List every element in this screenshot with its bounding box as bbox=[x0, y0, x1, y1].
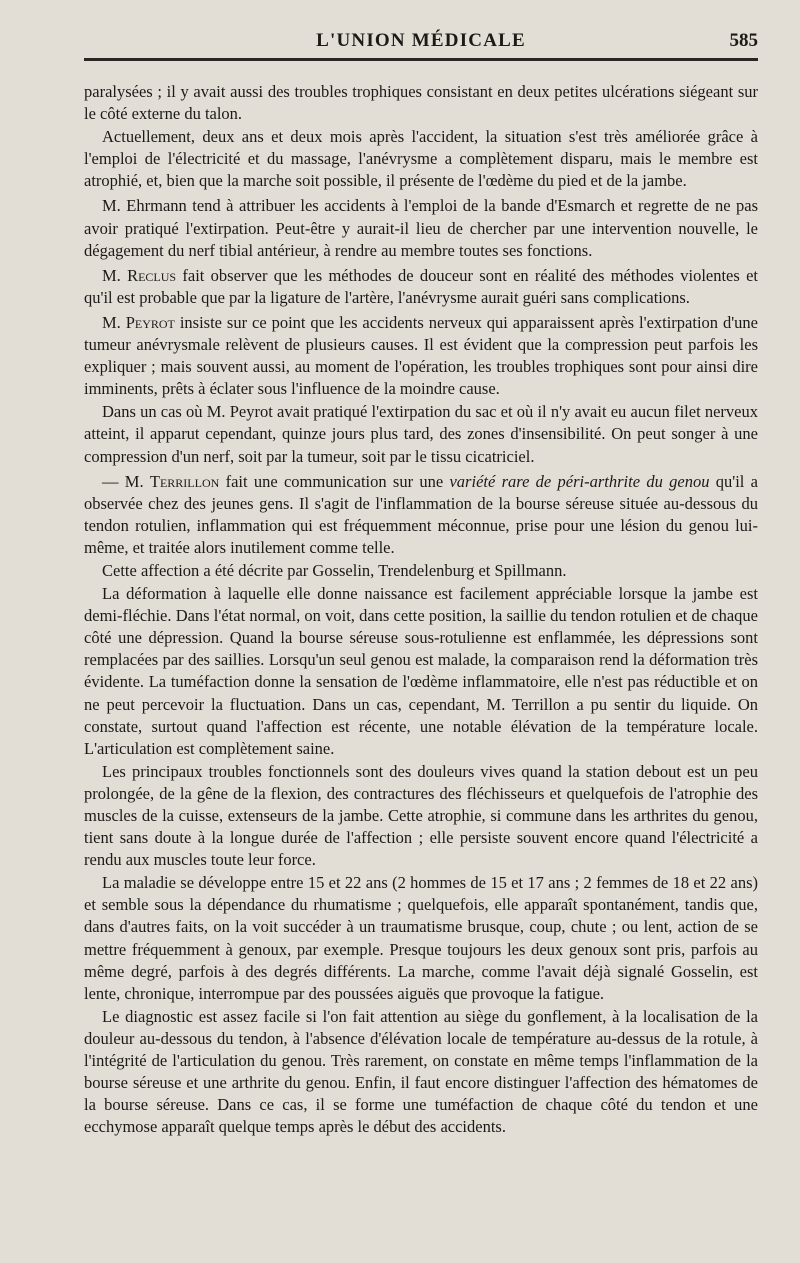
speaker-name: Terrillon bbox=[149, 471, 220, 491]
paragraph-11: La maladie se développe entre 15 et 22 ans (2 hommes de 15 et 17 ans ; 2 femmes de 18 et 22 ans) et semble sous la dépendance du rhumatisme ; quelquefois, elle apparaît spontanément, tandis que, dans d'autres faits, on la voit succéder à un traumatisme brusque, coup, chute ; ou lent, action de se mettre fréquemment à genoux, par exemple. Presque toujours les deux genoux sont pris, parfois au même degré, parfois à des degrés différents. La marche, comme l'avait déjà signalé Gosselin, est lente, chronique, interrompue par des poussées aiguës que provoque la fatigue. bbox=[84, 873, 758, 1003]
paragraph-8: Cette affection a été décrite par Gosselin, Trendelenburg et Spillmann. bbox=[102, 560, 567, 580]
speaker-name: M. Ehrmann bbox=[102, 196, 187, 216]
page-number: 585 bbox=[729, 30, 758, 51]
paragraph-peyrot: M. Peyrot insiste sur ce point que les accidents nerveux qui apparaissent après l'extirpation d'une tumeur anévrysmale relèvent de plusieurs causes. Il est évident que la compression peut parfois les expliquer ; mais souvent aussi, au moment de l'opération, les troubles trophiques sont pour ainsi dire imminents, prêts à éclater sous l'influence de la moindre cause. bbox=[84, 312, 759, 399]
communication-title: variété rare de péri-arthrite du genou bbox=[449, 471, 710, 491]
speaker-name: M. Reclus bbox=[102, 265, 177, 285]
paragraph-terrillon: — M. Terrillon fait une communication sur une variété rare de péri-arthrite du genou qu'il a observée chez des jeunes gens. Il s'agit de l'inflammation de la bourse séreuse située au-dessous du tendon rotulien, inflammation qui est fréquemment méconnue, prise pour une lésion du genou lui-même, et traitée alors inutilement comme telle. bbox=[84, 471, 758, 557]
journal-title: L'UNION MÉDICALE bbox=[316, 30, 526, 51]
paragraph-10: Les principaux troubles fonctionnels sont des douleurs vives quand la station debout est un peu prolongée, de la gêne de la flexion, des contractures des fléchisseurs et quelquefois de l'atrophie des muscles de la cuisse, extenseurs de la jambe. Cette atrophie, si commune dans les arthrites du genou, tient sans doute à la longue durée de l'affection ; elle persiste souvent encore quand l'électricité a rendu aux muscles toute leur force. bbox=[84, 761, 758, 870]
article-body bbox=[84, 81, 758, 1138]
paragraph-9: La déformation à laquelle elle donne naissance est facilement appréciable lorsque la jambe est demi-fléchie. Dans l'état normal, on voit, dans cette position, la saillie du tendon rotulien et de chaque côté une dépression. Quand la bourse séreuse sous-rotulienne est enflammée, les dépressions sont remplacées par des saillies. Lorsqu'un seul genou est malade, la comparaison rend la déformation très évidente. La tuméfaction donne la sensation de l'œdème inflammatoire, elle n'est pas réductible et on ne peut percevoir la fluctuation. Dans un cas, cependant, M. Terrillon a pu sentir du liquide. On constate, surtout quand l'affection est récente, une notable élévation de la température locale. L'articulation est complètement saine. bbox=[84, 584, 758, 758]
paragraph-6: Dans un cas où M. Peyrot avait pratiqué l'extirpation du sac et où il n'y avait eu aucun filet nerveux atteint, il apparut cependant, quinze jours plus tard, des zones d'insensibilité. On peut songer à une compression d'un nerf, soit par la tumeur, soit par le tissu cicatriciel. bbox=[84, 402, 758, 466]
paragraph-2: Actuellement, deux ans et deux mois après l'accident, la situation s'est très améliorée grâce à l'emploi de l'électricité et du massage, l'anévrysme a complètement disparu, mais le membre est atrophié, et, bien que la marche soit possible, il présente de l'œdème du pied et de la jambe. bbox=[84, 127, 758, 191]
paragraph-12: Le diagnostic est assez facile si l'on fait attention au siège du gonflement, à la localisation de la douleur au-dessous du tendon, à l'absence d'élévation locale de température au-dessus de la rotule, à l'intégrité de l'articulation du genou. Très rarement, on constate en même temps l'inflammation de la bourse séreuse et une arthrite du genou. Enfin, il faut encore distinguer l'affection des hématomes de la bourse séreuse. Dans ce cas, il se forme une tuméfaction de chaque côté du tendon et une ecchymose apparaît quelque temps après le début des accidents. bbox=[84, 1006, 758, 1137]
paragraph-ehrmann: M. Ehrmann tend à attribuer les accidents à l'emploi de la bande d'Esmarch et regrette de ne pas avoir pratiqué l'extirpation. Peut-être y aurait-il lieu de chercher par une intervention nouvelle, le dégagement du nerf tibial antérieur, à rendre au membre toutes ses fonctions. bbox=[84, 196, 759, 260]
running-header bbox=[84, 28, 758, 61]
paragraph-1: paralysées ; il y avait aussi des troubles trophiques consistant en deux petites ulcérations siégeant sur le côté externe du talon. bbox=[84, 82, 758, 124]
speaker-name: M. Peyrot bbox=[102, 312, 175, 332]
paragraph-reclus: M. Reclus fait observer que les méthodes de douceur sont en réalité des méthodes violentes et qu'il est probable que par la ligature de l'artère, l'anévrysme aurait guéri sans complications. bbox=[84, 265, 758, 307]
